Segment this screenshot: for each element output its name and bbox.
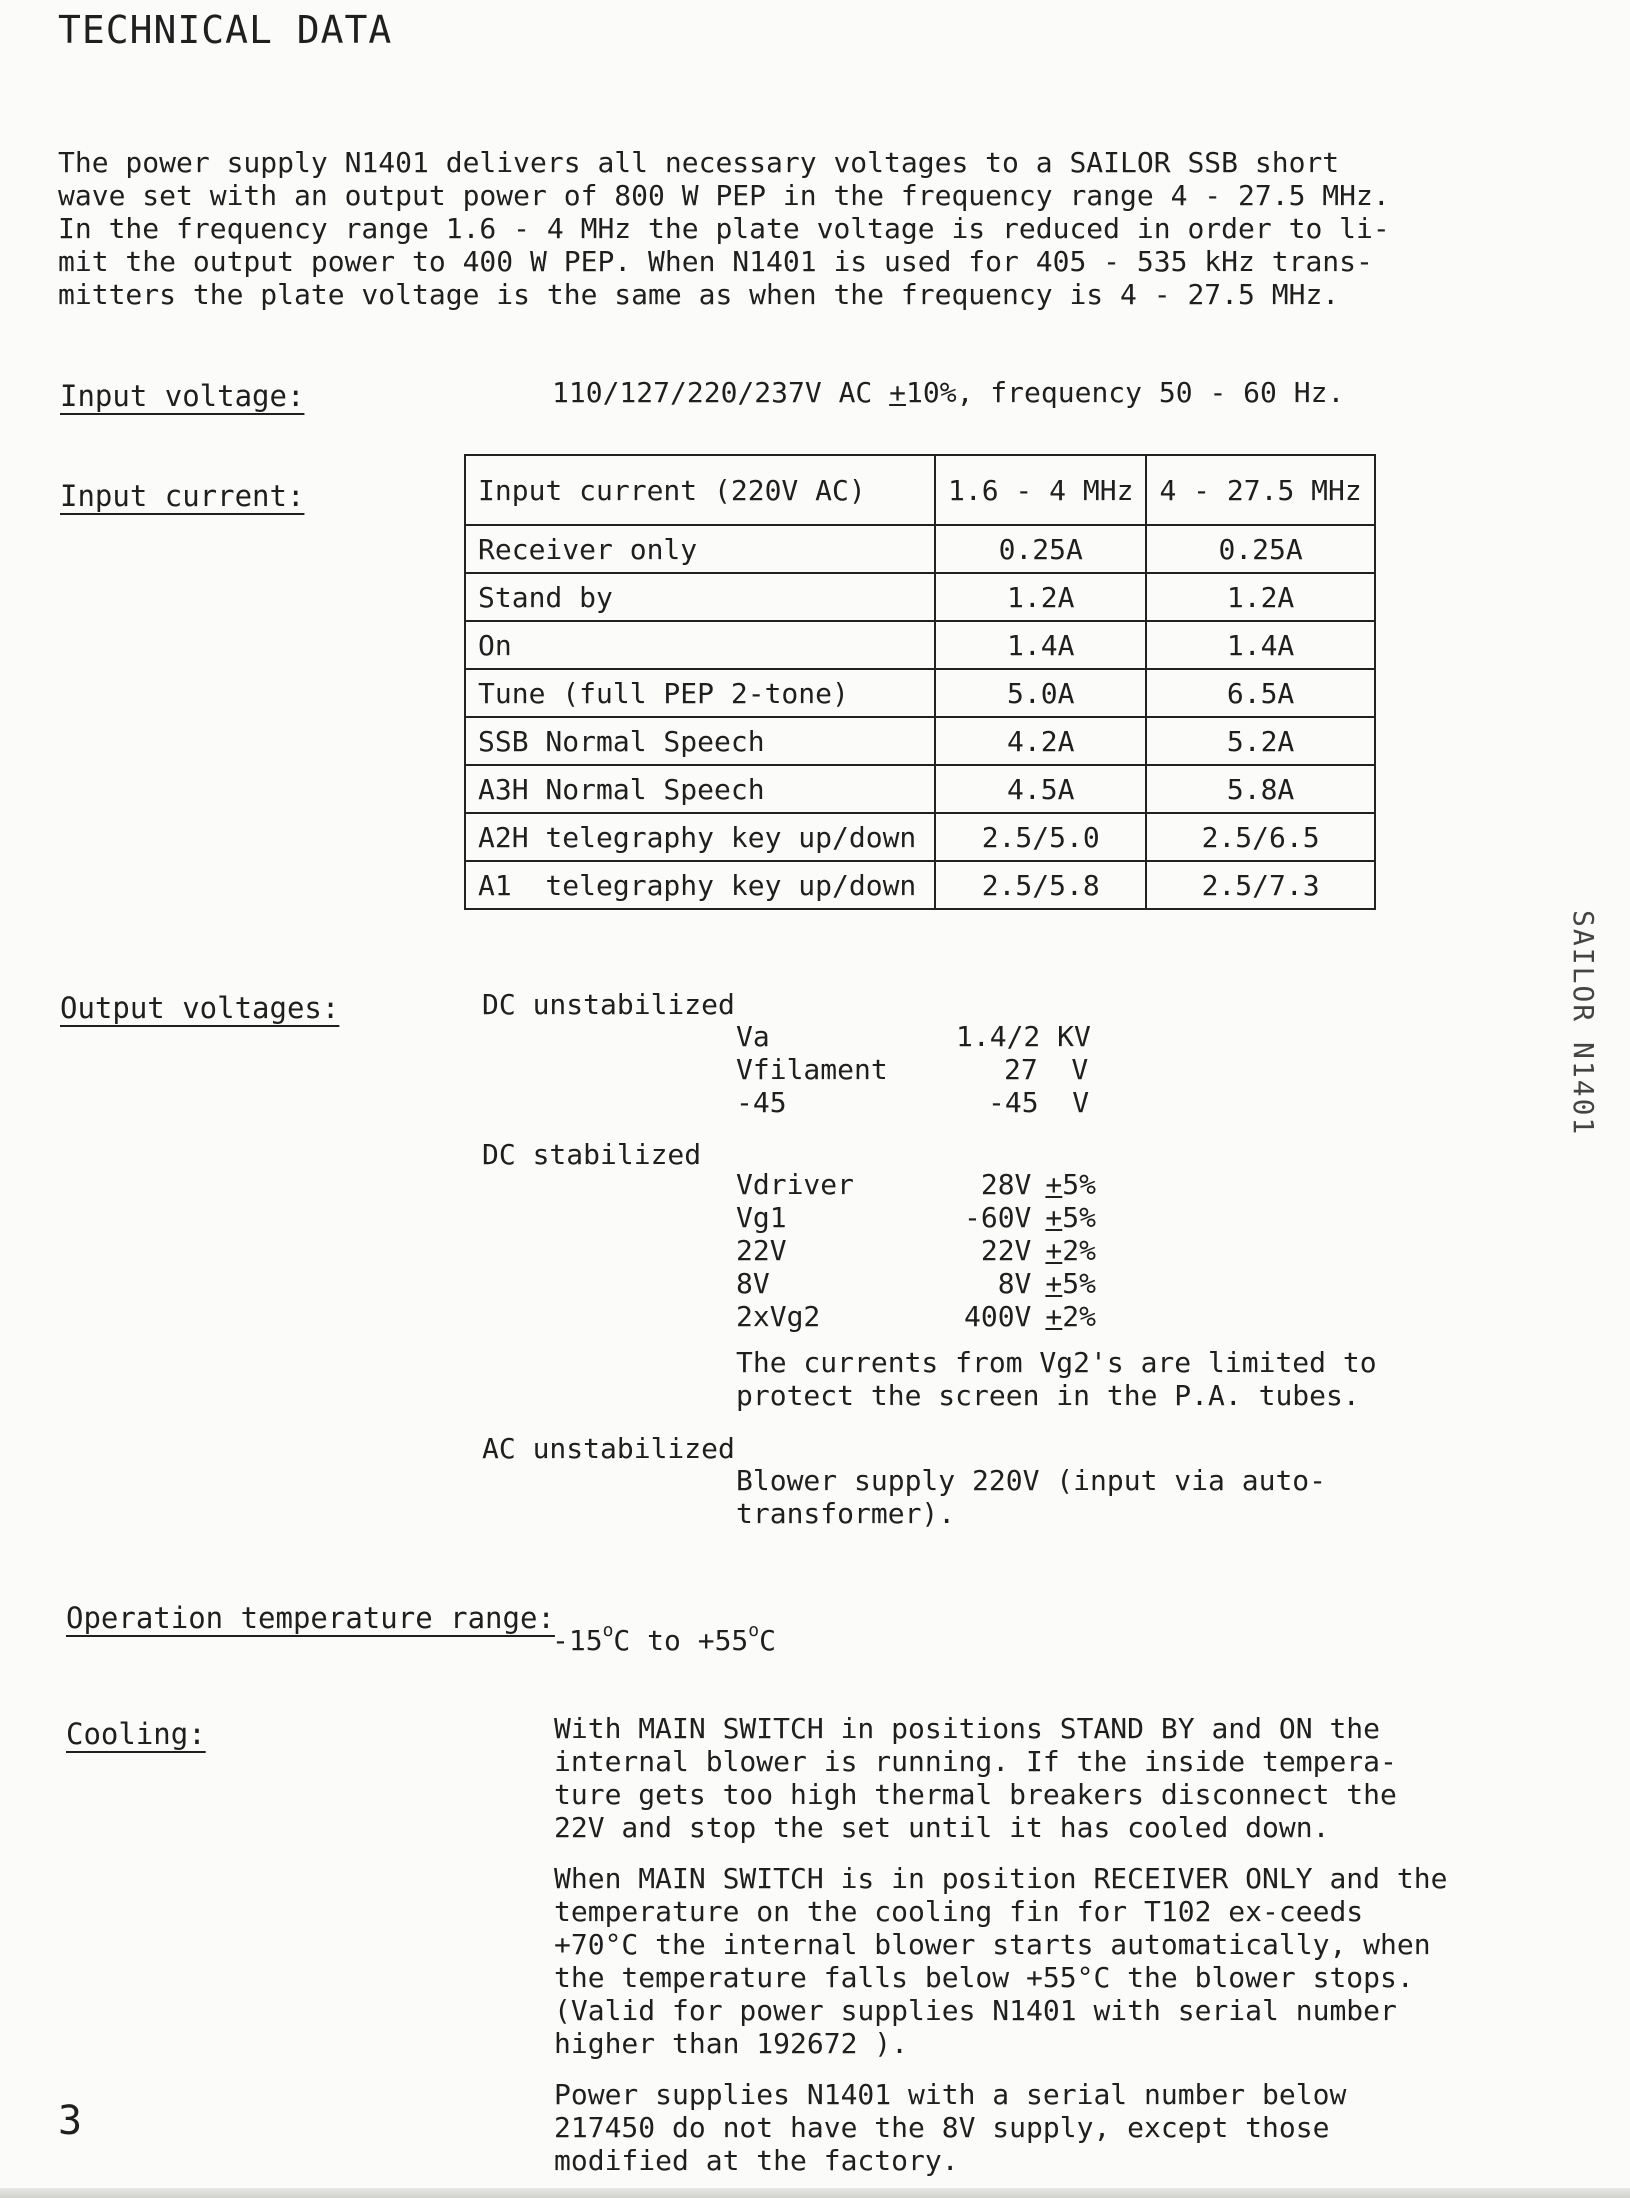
plus-minus-sign: + <box>889 376 907 409</box>
table-cell: A2H telegraphy key up/down <box>465 813 935 861</box>
plus-minus-sign: + <box>1045 1267 1063 1300</box>
table-cell: A1 telegraphy key up/down <box>465 861 935 909</box>
table-cell: Stand by <box>465 573 935 621</box>
voltage-name: Vg1 <box>736 1201 787 1234</box>
table-header-cell: Input current (220V AC) <box>465 455 935 525</box>
table-cell: Receiver only <box>465 525 935 573</box>
table-row <box>465 813 1375 861</box>
table-header-cell: 4 - 27.5 MHz <box>1146 455 1374 525</box>
intro-line: mit the output power to 400 W PEP. When N1401 is used for 405 - 535 kHz trans- <box>58 245 1373 278</box>
page-number: 3 <box>58 2098 83 2144</box>
table-cell: 5.0A <box>935 669 1146 717</box>
cooling-text <box>554 1712 1454 2195</box>
table-cell: 0.25A <box>1146 525 1374 573</box>
blower-note <box>736 1464 1356 1548</box>
table-cell: 1.2A <box>935 573 1146 621</box>
cooling-paragraph: Power supplies N1401 with a serial number below 217450 do not have the 8V supply, except those modified at the factory. <box>554 2078 1347 2177</box>
list-item <box>736 1300 1096 1333</box>
intro-line: wave set with an output power of 800 W PEP in the frequency range 4 - 27.5 MHz. <box>58 179 1390 212</box>
table-row <box>465 525 1375 573</box>
table-cell: SSB Normal Speech <box>465 717 935 765</box>
plus-minus-sign: + <box>1045 1201 1063 1234</box>
tolerance: 5% <box>1062 1168 1096 1201</box>
table-header-cell: 1.6 - 4 MHz <box>935 455 1146 525</box>
output-voltages-label: Output voltages: <box>60 991 340 1025</box>
table-cell: 2.5/6.5 <box>1146 813 1374 861</box>
voltage-value: 22V <box>980 1234 1032 1267</box>
tolerance: 5% <box>1062 1201 1096 1234</box>
input-current-table <box>464 454 1376 910</box>
table-cell: 1.4A <box>1146 621 1374 669</box>
side-label: SAILOR N1401 <box>1567 910 1600 1137</box>
table-row <box>465 621 1375 669</box>
intro-paragraph <box>58 146 1418 311</box>
plus-minus-sign: + <box>1045 1168 1063 1201</box>
table-row <box>465 717 1375 765</box>
note-text: Blower supply 220V (input via auto-transformer). <box>736 1464 1327 1530</box>
tolerance: 5% <box>1062 1267 1096 1300</box>
voltage-name: Vfilament <box>736 1053 888 1086</box>
temp-high: +55 <box>697 1624 749 1657</box>
table-cell: A3H Normal Speech <box>465 765 935 813</box>
table-cell: 5.2A <box>1146 717 1374 765</box>
table-row <box>465 765 1375 813</box>
table-cell: On <box>465 621 935 669</box>
list-item <box>736 1168 1096 1201</box>
cooling-paragraph: When MAIN SWITCH is in position RECEIVER ONLY and the temperature on the cooling fin for T102 ex-ceeds +70°C the internal blower starts automatically, when the temperature falls below +55°C the blower stops. (Valid for power supplies N1401 with serial number higher than 192672 ). <box>554 1862 1448 2060</box>
voltage-value: 8V <box>997 1267 1032 1300</box>
voltage-value: 400V <box>963 1300 1032 1333</box>
table-cell: 6.5A <box>1146 669 1374 717</box>
dc-unstabilized-heading: DC unstabilized <box>482 988 735 1021</box>
tolerance: 2% <box>1062 1300 1096 1333</box>
intro-line: The power supply N1401 delivers all necessary voltages to a SAILOR SSB short <box>58 146 1340 179</box>
table-cell: 2.5/5.0 <box>935 813 1146 861</box>
list-item <box>736 1267 1096 1300</box>
list-item <box>736 1234 1096 1267</box>
table-row <box>465 573 1375 621</box>
plus-minus-sign: + <box>1045 1300 1063 1333</box>
intro-line: mitters the plate voltage is the same as when the frequency is 4 - 27.5 MHz. <box>58 278 1340 311</box>
list-item <box>736 1201 1096 1234</box>
table-cell: 4.2A <box>935 717 1146 765</box>
temp-unit: C <box>613 1624 631 1657</box>
degree-sign: o <box>602 1620 614 1641</box>
table-header-row <box>465 455 1375 525</box>
voltage-value: 28V <box>980 1168 1032 1201</box>
temp-low: -15 <box>552 1624 603 1657</box>
voltage-name: 8V <box>736 1267 770 1300</box>
cooling-paragraph: With MAIN SWITCH in positions STAND BY and ON the internal blower is running. If the inside tempera-ture gets too high thermal breakers disconnect the 22V and stop the set until it has cooled down. <box>554 1712 1397 1844</box>
table-cell: 5.8A <box>1146 765 1374 813</box>
table-cell: 4.5A <box>935 765 1146 813</box>
temp-unit: C <box>759 1624 776 1657</box>
voltage-value: -45 V <box>988 1086 1090 1119</box>
voltage-value: 1.4/2 KV <box>956 1020 1091 1053</box>
voltage-name: -45 <box>736 1086 787 1119</box>
table-cell: 0.25A <box>935 525 1146 573</box>
dc-stabilized-heading: DC stabilized <box>482 1138 702 1171</box>
table-cell: 1.2A <box>1146 573 1374 621</box>
dc-stabilized-list <box>736 1168 1096 1333</box>
ac-unstabilized-heading: AC unstabilized <box>482 1432 735 1465</box>
input-voltage-value <box>552 376 1344 409</box>
page-title: TECHNICAL DATA <box>58 8 393 52</box>
voltage-value: -60V <box>963 1201 1032 1234</box>
operation-temperature-value <box>552 1614 776 1657</box>
voltage-name: Vdriver <box>736 1168 855 1201</box>
table-row <box>465 669 1375 717</box>
temp-to: to <box>647 1624 681 1657</box>
intro-line: In the frequency range 1.6 - 4 MHz the plate voltage is reduced in order to li- <box>58 212 1390 245</box>
operation-temperature-label: Operation temperature range: <box>66 1601 555 1635</box>
table-cell: Tune (full PEP 2-tone) <box>465 669 935 717</box>
tolerance: 2% <box>1062 1234 1096 1267</box>
plus-minus-sign: + <box>1045 1234 1063 1267</box>
voltage-value: 27 V <box>1004 1053 1089 1086</box>
input-voltage-label: Input voltage: <box>60 379 305 413</box>
table-cell: 2.5/5.8 <box>935 861 1146 909</box>
scan-edge-shadow <box>0 2188 1630 2198</box>
cooling-label: Cooling: <box>66 1717 206 1751</box>
table-cell: 1.4A <box>935 621 1146 669</box>
note-text: The currents from Vg2's are limited to protect the screen in the P.A. tubes. <box>736 1346 1377 1412</box>
voltage-name: Va <box>736 1020 770 1053</box>
input-voltage-post: 10%, frequency 50 - 60 Hz. <box>906 376 1345 409</box>
vg2-note <box>736 1346 1396 1430</box>
input-current-label: Input current: <box>60 479 305 513</box>
table-row <box>465 861 1375 909</box>
voltage-name: 22V <box>736 1234 787 1267</box>
table-cell: 2.5/7.3 <box>1146 861 1374 909</box>
voltage-name: 2xVg2 <box>736 1300 821 1333</box>
input-voltage-pre: 110/127/220/237V AC <box>552 376 890 409</box>
degree-sign: o <box>748 1620 760 1641</box>
